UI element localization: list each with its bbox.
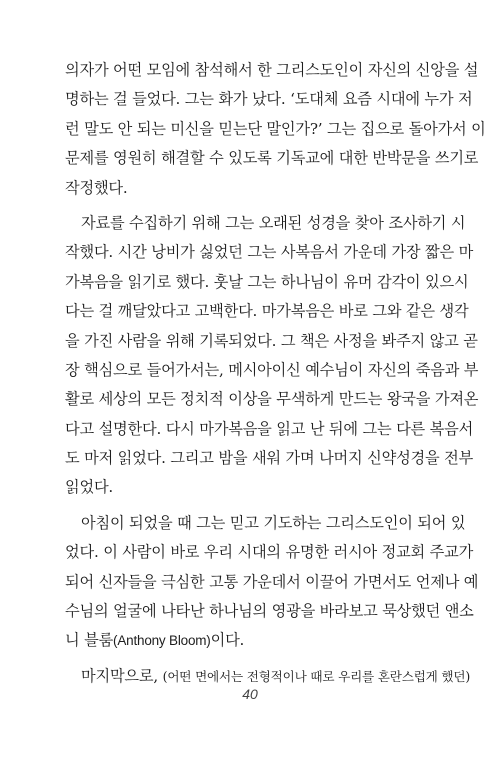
- text-line: 읽었다.: [65, 478, 114, 497]
- text-line: 아침이 되었을 때 그는 믿고 기도하는 그리스도인이 되어 있: [81, 513, 466, 532]
- text-line: 가복음을 읽기로 했다. 훗날 그는 하나님이 유머 감각이 있으시: [65, 272, 469, 291]
- text-line-final: [65, 626, 437, 655]
- text-line: 을 가진 사람을 위해 기록되었다. 그 책은 사정을 봐주지 않고 곧: [65, 331, 478, 350]
- text-run: 이다.: [210, 631, 245, 650]
- text-line: 자료를 수집하기 위해 그는 오래된 성경을 찾아 조사하기 시: [81, 213, 466, 232]
- text-line: 었다. 이 사람이 바로 우리 시대의 유명한 러시아 정교회 주교가: [65, 543, 474, 562]
- text-line: 장 핵심으로 들어가서는, 메시아이신 예수님이 자신의 죽음과 부: [65, 360, 479, 379]
- text-line: 다고 설명한다. 다시 마가복음을 읽고 난 뒤에 그는 다른 복음서: [65, 419, 474, 438]
- text-line: 되어 신자들을 극심한 고통 가운데서 이끌어 가면서도 언제나 예: [65, 572, 479, 591]
- text-line: 런 말도 안 되는 미신을 믿는단 말인가?’ 그는 집으로 돌아가서 이: [65, 119, 486, 138]
- page-body: [65, 56, 486, 691]
- text-line: 수님의 얼굴에 나타난 하나님의 영광을 바라보고 묵상했던 앤소: [65, 602, 474, 621]
- text-line: 활로 세상의 모든 정치적 이상을 무색하게 만드는 왕국을 가져온: [65, 390, 479, 409]
- name-annotation: (Anthony Bloom): [113, 633, 211, 649]
- text-line: 다는 걸 깨달았다고 고백한다. 마가복음은 바로 그와 같은 생각: [65, 302, 469, 321]
- paragraph-1: [65, 56, 486, 203]
- text-run: 니 블룸: [65, 631, 114, 650]
- text-run: 마지막으로,: [81, 666, 163, 685]
- text-line: 의자가 어떤 모임에 참석해서 한 그리스도인이 자신의 신앙을 설: [65, 61, 479, 79]
- text-line: 도 마저 읽었다. 그리고 밤을 새워 가며 나머지 신약성경을 전부: [65, 449, 474, 468]
- text-line: 작정했다.: [65, 178, 128, 197]
- page-number: 40: [242, 686, 258, 702]
- parenthetical-note: (어떤 면에서는 전형적이나 때로 우리를 혼란스럽게 했던): [162, 668, 471, 684]
- text-line: 작했다. 시간 낭비가 싫었던 그는 사복음서 가운데 가장 짧은 마: [65, 243, 474, 262]
- text-line: 문제를 영원히 해결할 수 있도록 기독교에 대한 반박문을 쓰기로: [65, 149, 479, 168]
- text-line: 명하는 걸 들었다. 그는 화가 났다. ‘도대체 요즘 시대에 누가 저: [65, 90, 473, 109]
- paragraph-3: [65, 509, 479, 656]
- paragraph-2: [65, 209, 479, 503]
